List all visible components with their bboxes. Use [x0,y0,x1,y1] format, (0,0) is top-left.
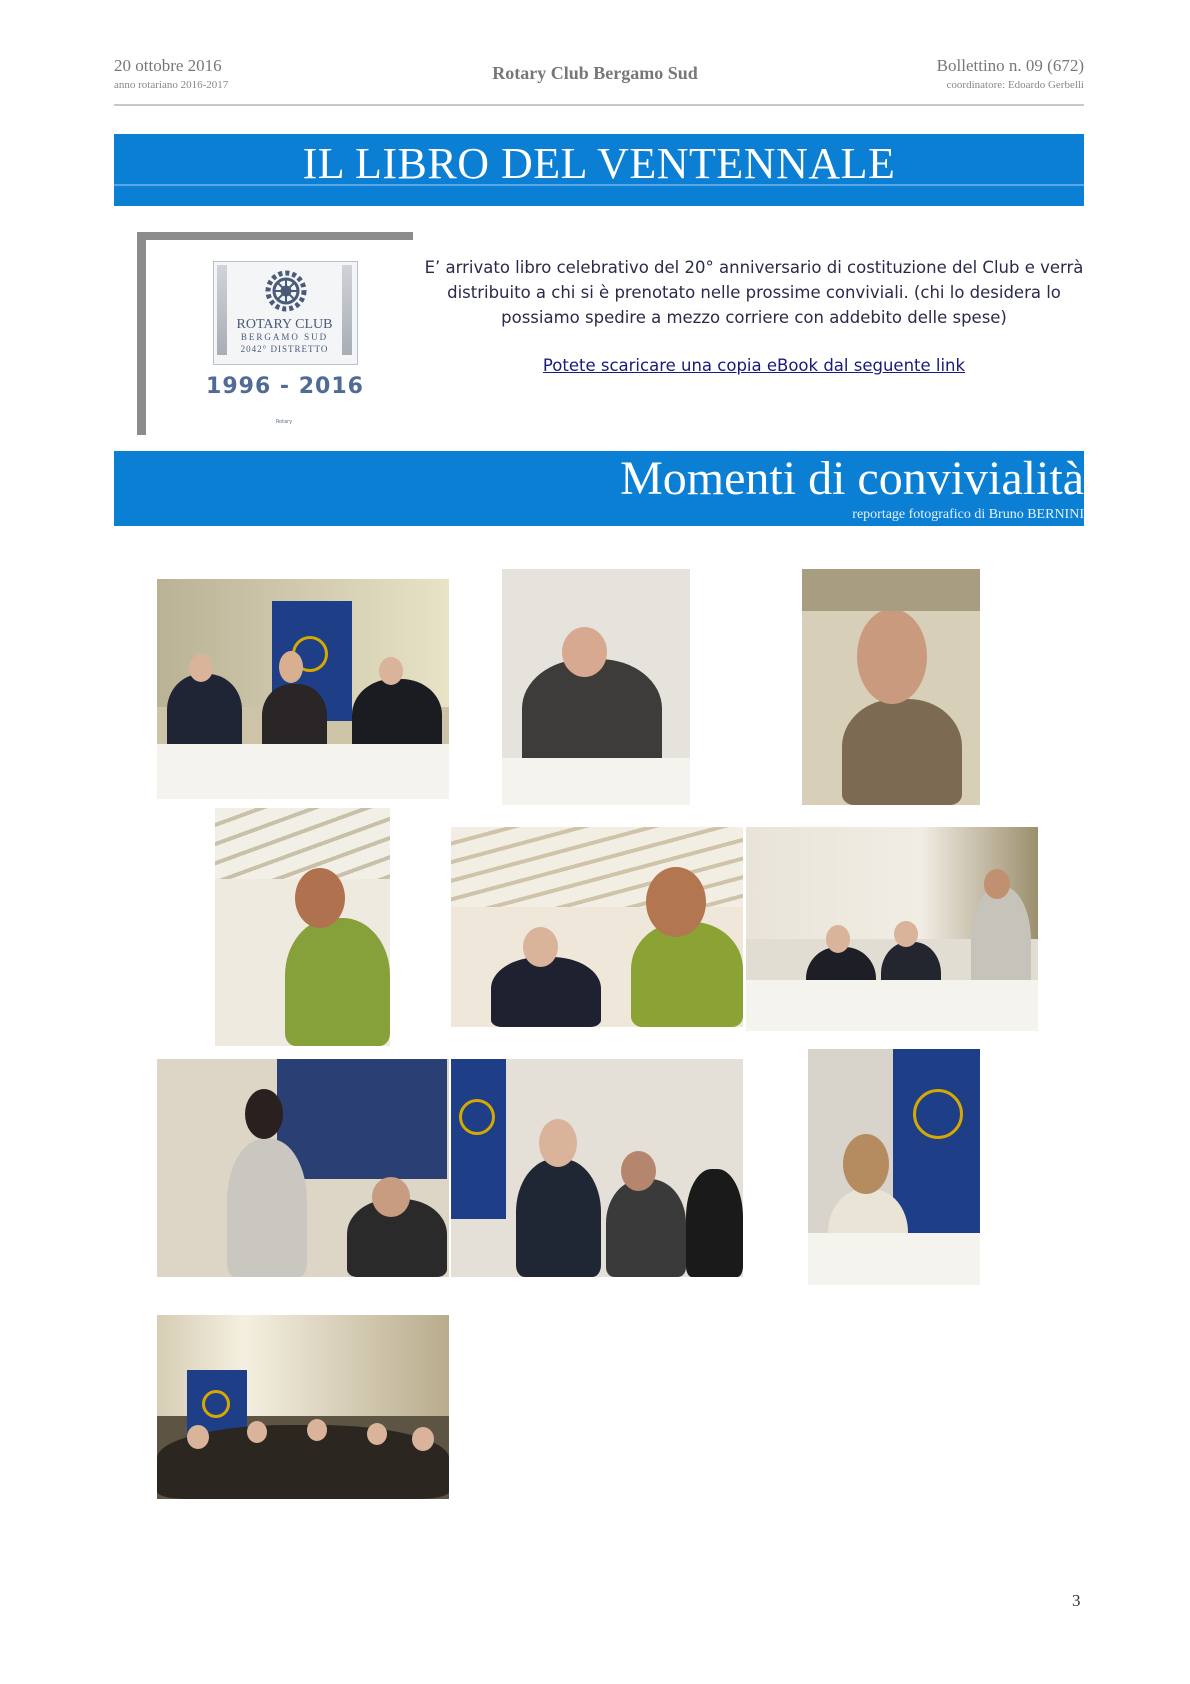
photo-woman-drinking [451,827,743,1027]
photo-trio-banner [157,579,449,799]
coordinator: coordinatore: Edoardo Gerbelli [946,79,1084,91]
book-announcement: E’ arrivato libro celebrativo del 20° anniversario di costituzione del Club e verrà distribuito a chi si è prenotato nelle prossime conviviali. (chi lo desidera lo possiamo spedire a mezzo corriere con addebito delle spese) [424,258,1084,327]
photo-credit: reportage fotografico di Bruno BERNINI [852,507,1084,522]
photo-dining-room [157,1315,449,1499]
cover-logo-line3: 2042° DISTRETTO [240,344,329,354]
ebook-download-link[interactable]: Potete scaricare una copia eBook dal seguente link [542,356,966,375]
photo-speaker-standing [746,827,1038,1031]
photo-woman-microphone [157,1059,449,1277]
photo-woman-necklace [502,569,690,805]
photo-man-woman-microphone [451,1059,743,1277]
section-banner-book [114,134,1084,206]
header-divider [114,104,1084,106]
cover-frame-side [137,232,146,435]
photo-woman-banner [808,1049,980,1285]
photo-man-wineglass [802,569,980,805]
section-banner-conviviality [114,451,1084,526]
cover-mini-logo: Rotary [275,419,293,425]
section-title-conviviality: Momenti di convivialità [620,452,1084,505]
section-title-book: IL LIBRO DEL VENTENNALE [302,139,896,188]
cover-years: 1996 - 2016 [206,374,364,399]
rotary-wheel-icon [263,268,309,314]
cover-logo-line2: BERGAMO SUD [240,332,329,342]
bulletin-date: 20 ottobre 2016 [114,56,222,75]
cover-frame [137,232,413,240]
bulletin-number: Bollettino n. 09 (672) [936,56,1084,75]
cover-logo-line1: ROTARY CLUB [236,317,333,332]
club-name: Rotary Club Bergamo Sud [492,63,698,83]
photo-woman-green-profile [215,808,390,1046]
rotary-year: anno rotariano 2016-2017 [114,79,229,91]
page-number: 3 [1072,1591,1081,1610]
